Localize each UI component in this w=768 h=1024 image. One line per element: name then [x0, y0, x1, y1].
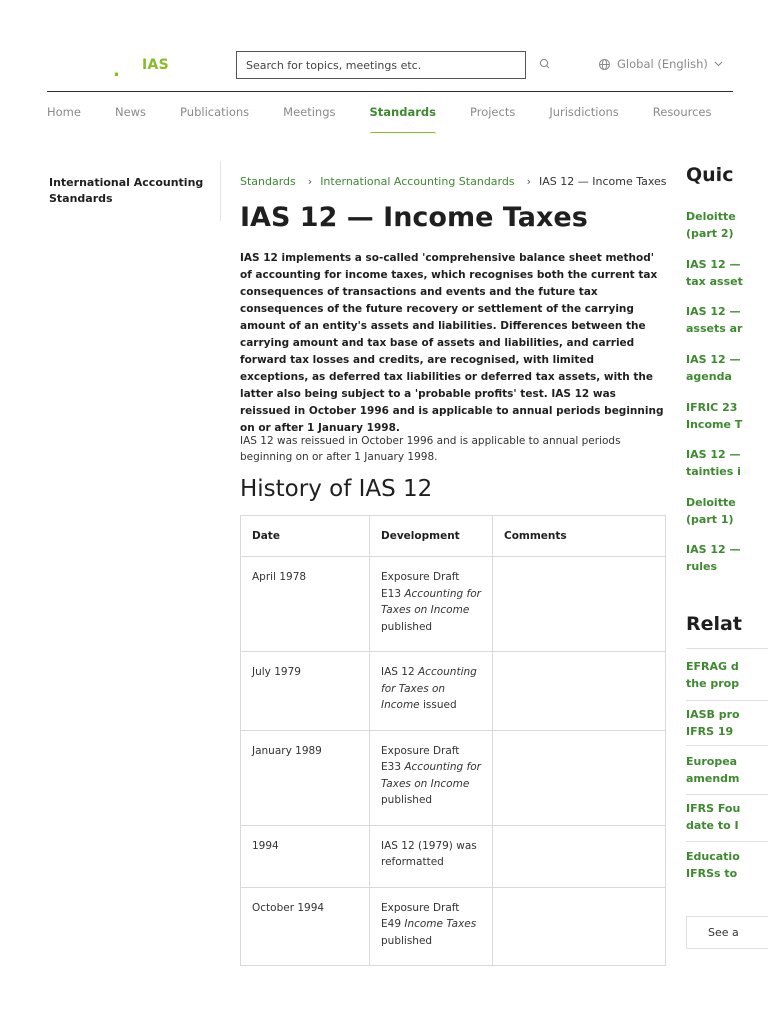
- cell-development: Exposure Draft E13 Accounting for Taxes on Income published: [370, 557, 493, 652]
- related-item[interactable]: Educatio IFRSs to: [686, 850, 740, 880]
- quick-link-item[interactable]: IAS 12 — agenda: [686, 353, 741, 383]
- divider: [686, 745, 768, 746]
- logo[interactable]: IAS: [142, 57, 170, 73]
- quick-link-item[interactable]: IFRIC 23 Income T: [686, 401, 743, 431]
- cell-development: Exposure Draft E49 Income Taxes published: [370, 887, 493, 966]
- column-header-development: Development: [370, 516, 493, 557]
- right-rail: [686, 0, 768, 1024]
- lead-paragraph: IAS 12 implements a so-called 'comprehensive balance sheet method' of accounting for income taxes, which recognises both the current tax consequences of transactions and events and the future tax consequences of the future recovery or settlement of the carrying amount of an entity's assets and liabilities. Differences between the carrying amount and tax base of assets and liabilities, and carried forward tax losses and credits, are recognised, with limited exceptions, as deferred tax liabilities or deferred tax assets, with the latter also being subject to a 'probable profits' test. IAS 12 was reissued in October 1996 and is applicable to annual periods beginning on or after 1 January 1998.: [240, 252, 664, 434]
- header-divider: [47, 91, 733, 92]
- nav-item-jurisdictions[interactable]: Jurisdictions: [549, 105, 619, 119]
- cell-development: IAS 12 Accounting for Taxes on Income issued: [370, 652, 493, 731]
- related-heading: Relat: [686, 613, 742, 635]
- logo-dot[interactable]: .: [113, 60, 120, 81]
- quick-links-heading: Quic: [686, 164, 734, 186]
- nav-item-home[interactable]: Home: [47, 105, 81, 119]
- cell-comments: [493, 557, 666, 652]
- breadcrumb-standards[interactable]: Standards: [240, 175, 296, 188]
- main-nav: [47, 105, 746, 119]
- divider: [686, 841, 768, 842]
- body-paragraph: IAS 12 was reissued in October 1996 and is applicable to annual periods beginning on or after 1 January 1998.: [240, 435, 621, 463]
- search-input[interactable]: Search for topics, meetings etc.: [236, 51, 526, 79]
- cell-date: January 1989: [241, 730, 370, 825]
- see-all-button[interactable]: See a: [686, 916, 768, 949]
- chevron-right-icon: ›: [307, 175, 313, 188]
- cell-development: Exposure Draft E33 Accounting for Taxes on Income published: [370, 730, 493, 825]
- locale-label: Global (English): [617, 57, 708, 71]
- table-row: [241, 652, 666, 731]
- page-title: IAS 12 — Income Taxes: [240, 202, 588, 233]
- divider: [686, 648, 768, 649]
- breadcrumb-current: IAS 12 — Income Taxes: [539, 175, 667, 188]
- table-row: [241, 887, 666, 966]
- divider: [686, 700, 768, 701]
- related-item[interactable]: Europea amendm: [686, 755, 740, 785]
- cell-comments: [493, 887, 666, 966]
- related-item[interactable]: IFRS Fou date to I: [686, 802, 741, 832]
- cell-date: April 1978: [241, 557, 370, 652]
- quick-link-item[interactable]: Deloitte (part 1): [686, 496, 736, 526]
- table-row: [241, 825, 666, 887]
- nav-item-publications[interactable]: Publications: [180, 105, 250, 119]
- breadcrumb: [240, 175, 667, 188]
- cell-date: October 1994: [241, 887, 370, 966]
- related-item[interactable]: IASB pro IFRS 19: [686, 708, 740, 738]
- nav-item-news[interactable]: News: [114, 105, 147, 119]
- nav-item-standards[interactable]: Standards: [369, 105, 436, 119]
- related-item[interactable]: EFRAG d the prop: [686, 660, 740, 690]
- sidebar-title[interactable]: International Accounting Standards: [49, 176, 204, 205]
- cell-date: July 1979: [241, 652, 370, 731]
- cell-date: 1994: [241, 825, 370, 887]
- globe-icon: [598, 58, 611, 71]
- sidebar-divider: [220, 161, 221, 221]
- quick-link-item[interactable]: IAS 12 — tainties i: [686, 448, 741, 478]
- nav-item-projects[interactable]: Projects: [469, 105, 516, 119]
- breadcrumb-international-accounting-standards[interactable]: International Accounting Standards: [320, 175, 515, 188]
- cell-comments: [493, 825, 666, 887]
- table-row: [241, 730, 666, 825]
- cell-development: IAS 12 (1979) was reformatted: [370, 825, 493, 887]
- history-heading: History of IAS 12: [240, 476, 433, 502]
- column-header-comments: Comments: [493, 516, 666, 557]
- nav-item-resources[interactable]: Resources: [652, 105, 712, 119]
- quick-link-item[interactable]: IAS 12 — rules: [686, 543, 741, 573]
- divider: [686, 794, 768, 795]
- column-header-date: Date: [241, 516, 370, 557]
- table-row: [241, 557, 666, 652]
- chevron-right-icon: ›: [526, 175, 531, 188]
- history-table: [240, 515, 666, 966]
- quick-link-item[interactable]: IAS 12 — assets ar: [686, 305, 743, 335]
- quick-link-item[interactable]: IAS 12 — tax asset: [686, 258, 743, 288]
- search-icon[interactable]: [538, 57, 552, 71]
- nav-item-meetings[interactable]: Meetings: [283, 105, 336, 119]
- quick-link-item[interactable]: Deloitte (part 2): [686, 210, 736, 240]
- cell-comments: [493, 652, 666, 731]
- cell-comments: [493, 730, 666, 825]
